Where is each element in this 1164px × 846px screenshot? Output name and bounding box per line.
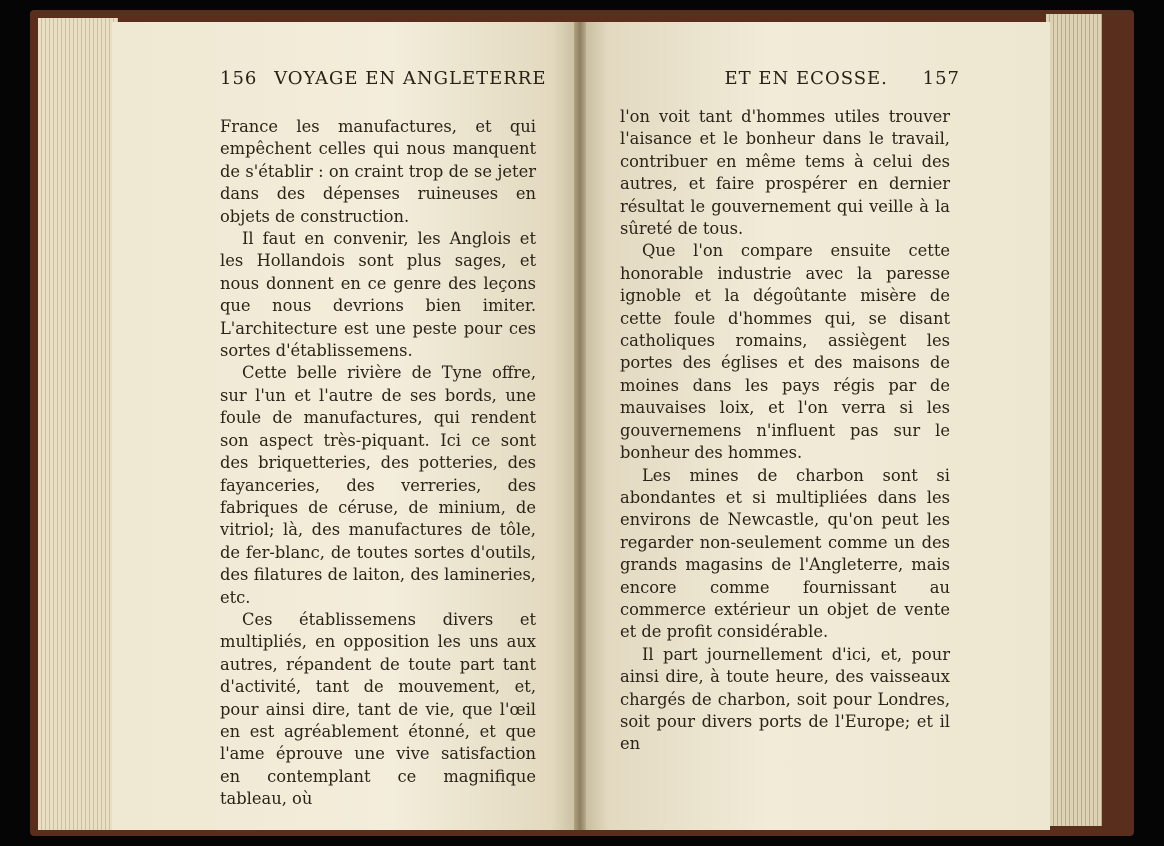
left-page-text (220, 116, 536, 811)
paragraph: Cette belle rivière de Tyne offre, sur l'un et l'autre de ses bords, une foule de manufactures, qui rendent son aspect très-piquant. Ici ce sont des briquetteries, des potteries, des fayanceries, des verreries, des fabriques de céruse, de minium, de vitriol; là, des manufactures de tôle, de fer-blanc, de toutes sortes d'outils, des filatures de laiton, des lamineries, etc. (220, 363, 536, 607)
left-page-header (220, 68, 547, 98)
paragraph: Il faut en convenir, les Anglois et les Hollandois sont plus sages, et nous donnent en ce genre des leçons que nous devrions bien imiter. L'architecture est une peste pour ces sortes d'établissemens. (220, 229, 536, 361)
right-page-text (620, 106, 950, 756)
paragraph: Que l'on compare ensuite cette honorable industrie avec la paresse ignoble et la dégoûtante misère de cette foule d'hommes qui, se disant catholiques romains, assiègent les portes des églises et des maisons de moines dans les pays régis par de mauvaises loix, et l'on verra si les gouvernemens n'influent pas sur le bonheur des hommes. (620, 241, 950, 463)
paragraph: Il part journellement d'ici, et, pour ainsi dire, à toute heure, des vaisseaux chargés de charbon, soit pour Londres, soit pour divers ports de l'Europe; et il en (620, 644, 950, 754)
right-running-head: ET EN ECOSSE. (724, 68, 888, 89)
page-edges-left (38, 18, 118, 830)
paragraph: l'on voit tant d'hommes utiles trouver l'aisance et le bonheur dans le travail, contribuer en même tems à celui des autres, et faire prospérer en dernier résultat le gouvernement qui veille à la sûreté de tous. (620, 107, 950, 239)
left-page-number: 156 (220, 68, 258, 89)
paragraph: Ces établissemens divers et multipliés, en opposition les uns aux autres, répandent de toute part tant d'activité, tant de mouvement, et, pour ainsi dire, tant de vie, que l'œil en est agréablement étonné, et que l'ame éprouve une vive satisfaction en contemplant ce magnifique tableau, où (220, 609, 536, 809)
paragraph: Les mines de charbon sont si abondantes et si multipliées dans les environs de Newcastle, qu'on peut les regarder non-seulement comme un des grands magasins de l'Angleterre, mais encore comme fournissant au commerce extérieur un objet de vente et de profit considérable. (620, 465, 950, 642)
paragraph: France les manufactures, et qui empêchent celles qui nous manquent de s'établir : on craint trop de se jeter dans des dépenses ruineuses en objets de construction. (220, 117, 536, 226)
page-edges-right (1046, 14, 1102, 826)
book-gutter (574, 22, 586, 830)
right-page-header (600, 68, 960, 98)
left-running-head: VOYAGE EN ANGLETERRE (274, 68, 547, 89)
right-page-number: 157 (922, 68, 960, 89)
